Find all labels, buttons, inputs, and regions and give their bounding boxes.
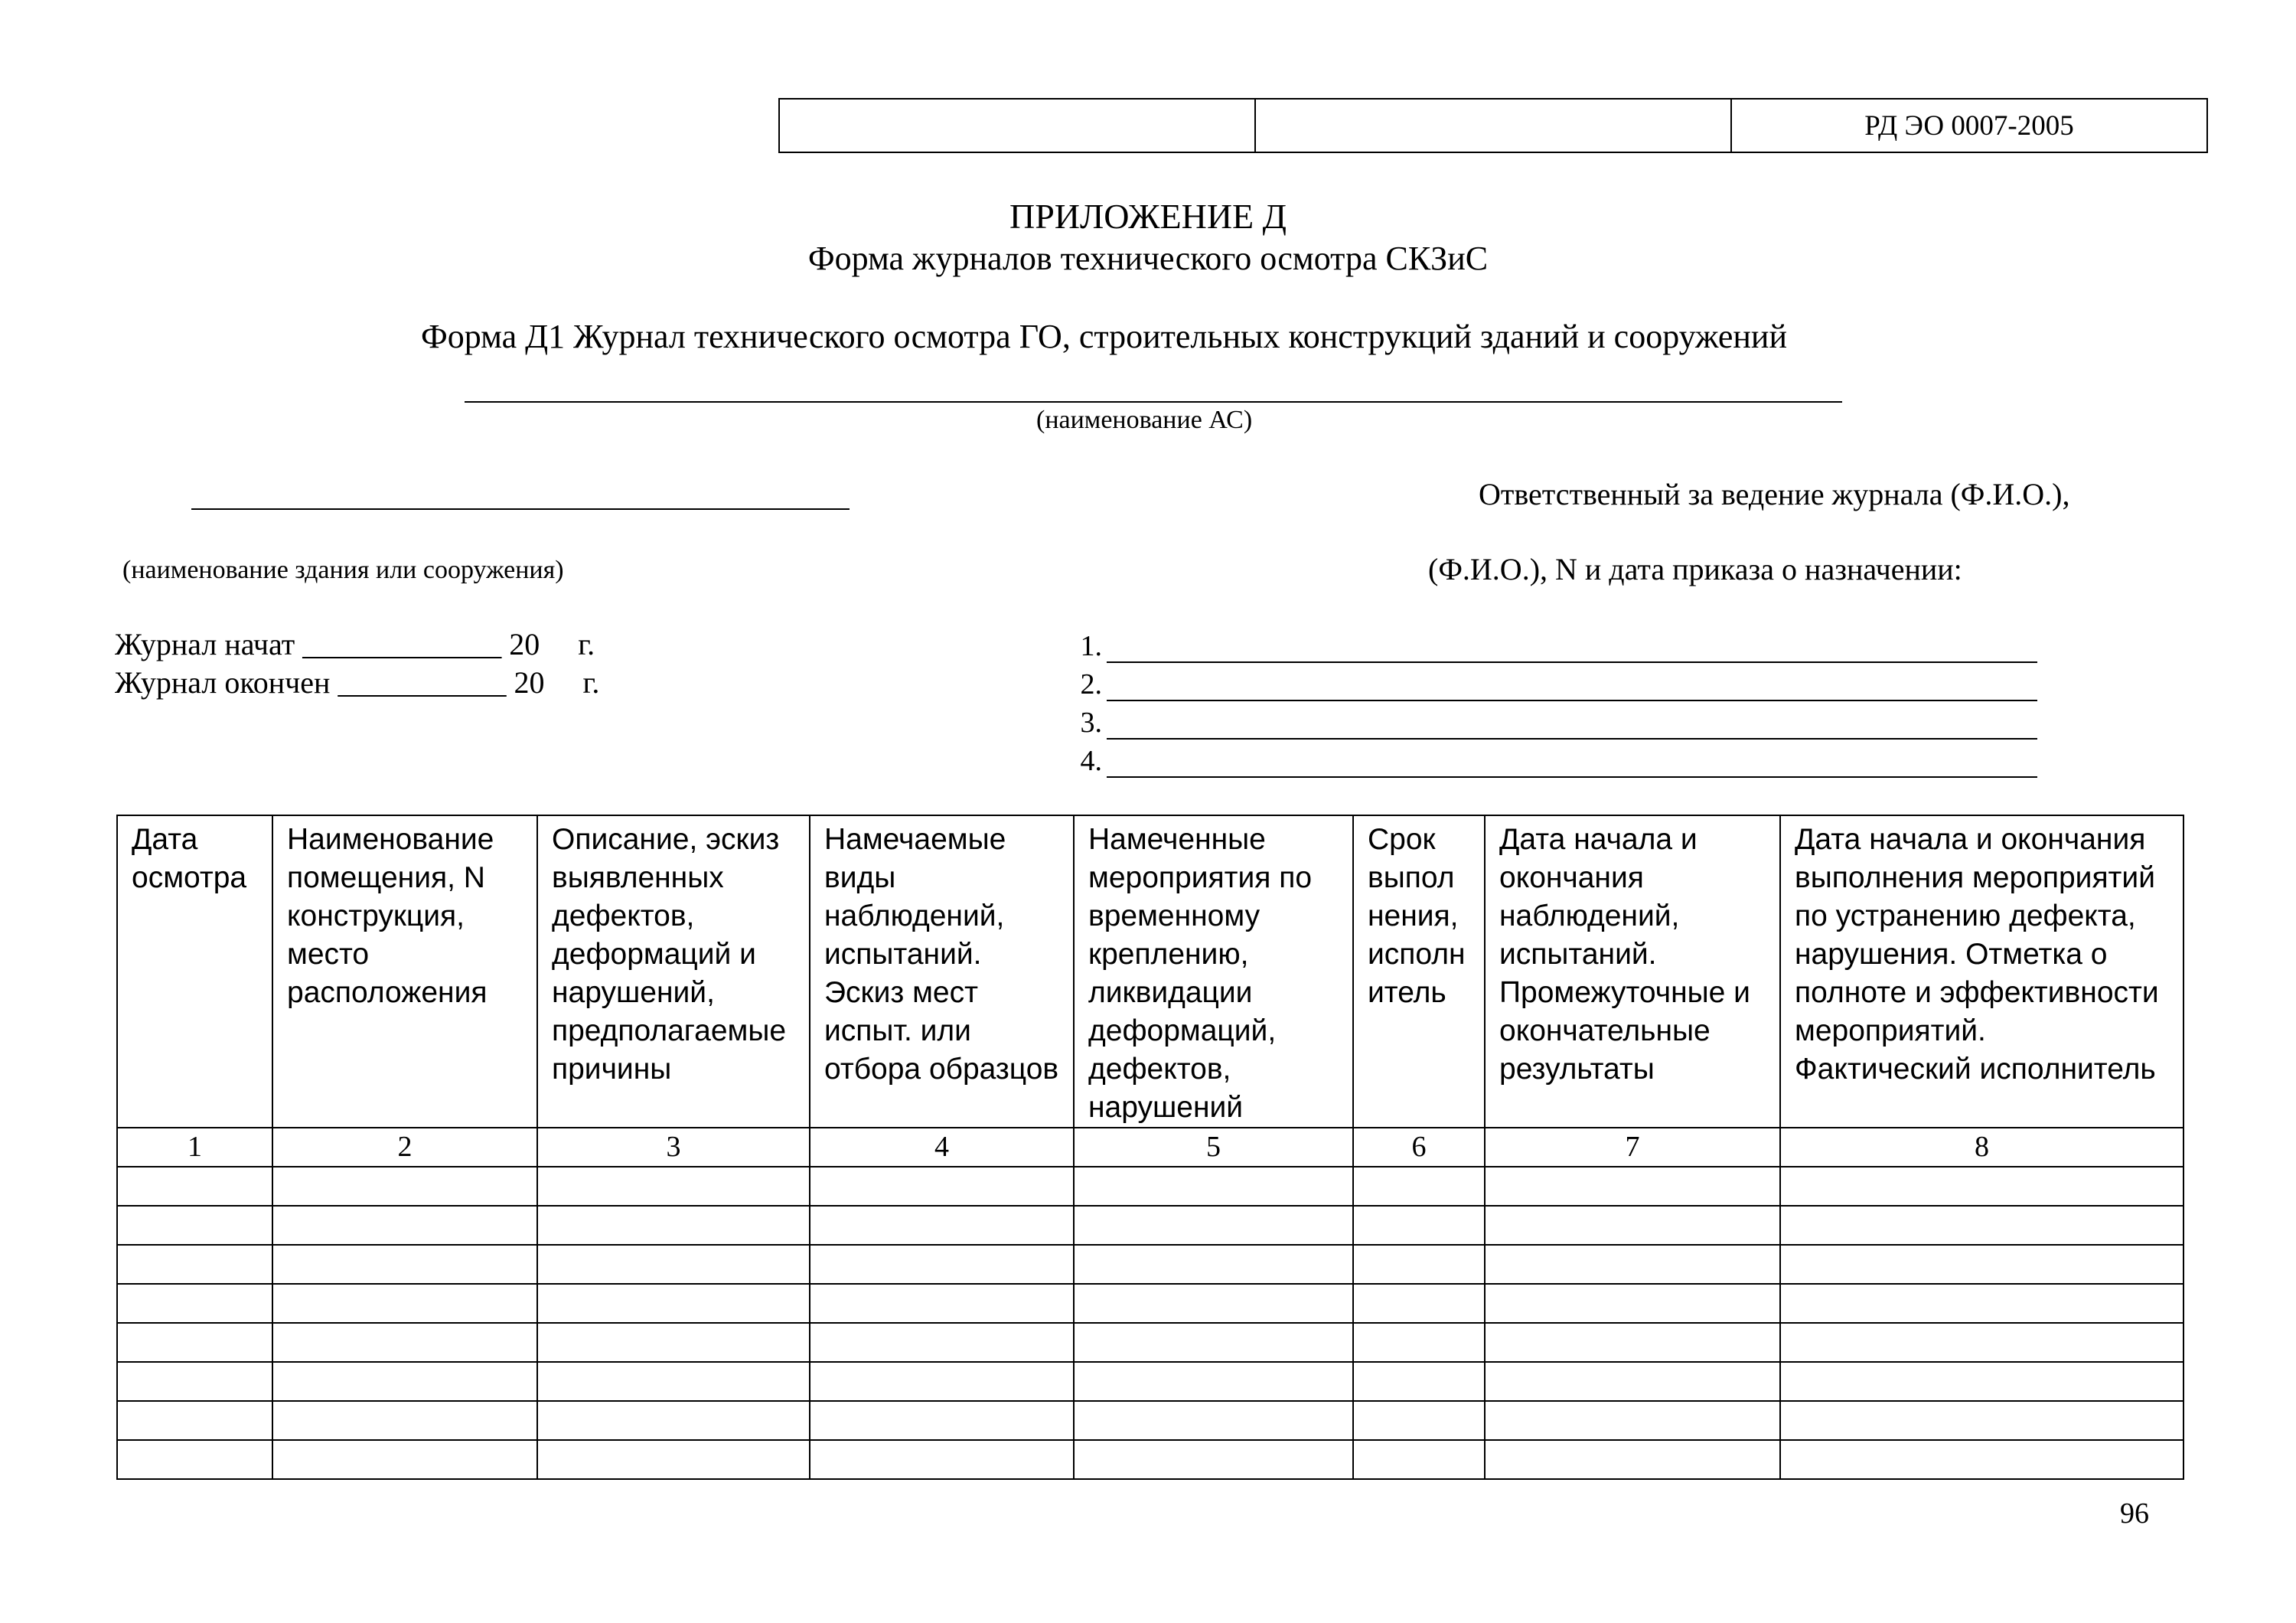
table-cell[interactable] (537, 1401, 810, 1440)
table-row (117, 1401, 2183, 1440)
column-header-completion: Дата начала и окончания выполнения мероприятий по устранению дефекта, нарушения. Отметка о полноте и эффективности мероприятий. Фактический исполнитель (1780, 815, 2183, 1128)
table-cell[interactable] (1353, 1167, 1485, 1206)
table-cell[interactable] (272, 1284, 537, 1323)
table-cell[interactable] (1353, 1323, 1485, 1362)
as-name-line[interactable] (465, 401, 1842, 403)
table-cell[interactable] (1780, 1323, 2183, 1362)
column-header-defects: Описание, эскиз выявленных дефектов, деформаций и нарушений, предполагаемые причины (537, 815, 810, 1128)
table-cell[interactable] (537, 1245, 810, 1284)
table-cell[interactable] (1485, 1245, 1780, 1284)
table-cell[interactable] (1485, 1440, 1780, 1479)
table-cell[interactable] (1353, 1284, 1485, 1323)
table-cell[interactable] (537, 1284, 810, 1323)
table-cell[interactable] (1485, 1284, 1780, 1323)
table-cell[interactable] (1485, 1362, 1780, 1401)
table-cell[interactable] (1780, 1245, 2183, 1284)
table-row (117, 1245, 2183, 1284)
column-number: 6 (1353, 1128, 1485, 1167)
line-number: 1. (1080, 630, 1102, 662)
table-cell[interactable] (1074, 1440, 1353, 1479)
column-number: 5 (1074, 1128, 1353, 1167)
table-body (117, 1167, 2183, 1479)
table-cell[interactable] (117, 1206, 272, 1245)
responsible-line-2[interactable] (1065, 663, 2037, 701)
table-cell[interactable] (272, 1206, 537, 1245)
table-cell[interactable] (1780, 1440, 2183, 1479)
table-cell[interactable] (1485, 1323, 1780, 1362)
responsible-line-1[interactable] (1065, 625, 2037, 663)
building-name-line[interactable] (191, 508, 850, 510)
table-cell[interactable] (1485, 1401, 1780, 1440)
table-cell[interactable] (537, 1323, 810, 1362)
entry-line[interactable] (1107, 638, 2037, 663)
table-cell[interactable] (1780, 1362, 2183, 1401)
line-number: 4. (1080, 745, 1102, 777)
table-cell[interactable] (810, 1401, 1074, 1440)
table-cell[interactable] (117, 1401, 272, 1440)
table-cell[interactable] (537, 1440, 810, 1479)
table-cell[interactable] (810, 1167, 1074, 1206)
table-cell[interactable] (117, 1362, 272, 1401)
order-label: (Ф.И.О.), N и дата приказа о назначении: (1428, 552, 1962, 586)
journal-finished: Журнал окончен ___________ 20 г. (115, 665, 600, 700)
table-cell[interactable] (810, 1362, 1074, 1401)
entry-line[interactable] (1107, 677, 2037, 701)
table-cell[interactable] (1353, 1401, 1485, 1440)
table-header-row (117, 815, 2183, 1128)
table-cell[interactable] (537, 1167, 810, 1206)
table-cell[interactable] (117, 1323, 272, 1362)
table-cell[interactable] (1780, 1167, 2183, 1206)
column-header-observations: Дата начала и окончания наблюдений, испытаний. Промежуточные и окончательные результаты (1485, 815, 1780, 1128)
column-header-room: Наименование помещения, N конструкция, место расположения (272, 815, 537, 1128)
table-cell[interactable] (1780, 1284, 2183, 1323)
table-cell[interactable] (272, 1440, 537, 1479)
entry-line[interactable] (1107, 753, 2037, 778)
line-number: 3. (1080, 707, 1102, 739)
table-cell[interactable] (1353, 1245, 1485, 1284)
table-cell[interactable] (1485, 1167, 1780, 1206)
document-code: РД ЭО 0007-2005 (1864, 109, 2074, 142)
column-number: 8 (1780, 1128, 2183, 1167)
table-cell[interactable] (1074, 1284, 1353, 1323)
table-cell[interactable] (117, 1167, 272, 1206)
table-cell[interactable] (810, 1284, 1074, 1323)
table-cell[interactable] (117, 1245, 272, 1284)
column-number: 1 (117, 1128, 272, 1167)
table-cell[interactable] (1074, 1167, 1353, 1206)
column-number: 4 (810, 1128, 1074, 1167)
column-header-tests: Намечаемые виды наблюдений, испытаний. Эскиз мест испыт. или отбора образцов (810, 815, 1074, 1128)
responsible-label: Ответственный за ведение журнала (Ф.И.О.), (1479, 477, 2070, 511)
reference-cell-2 (1256, 100, 1732, 152)
column-header-measures: Намеченные мероприятия по временному креплению, ликвидации деформаций, дефектов, нарушений (1074, 815, 1353, 1128)
journal-started: Журнал начат _____________ 20 г. (115, 627, 595, 661)
appendix-subtitle: Форма журналов технического осмотра СКЗиС (807, 240, 1489, 277)
table-row (117, 1440, 2183, 1479)
table-cell[interactable] (1074, 1245, 1353, 1284)
table-cell[interactable] (117, 1440, 272, 1479)
table-cell[interactable] (117, 1284, 272, 1323)
table-cell[interactable] (272, 1323, 537, 1362)
table-cell[interactable] (1485, 1206, 1780, 1245)
table-cell[interactable] (1074, 1362, 1353, 1401)
table-cell[interactable] (272, 1245, 537, 1284)
document-reference-box (778, 98, 2208, 153)
line-number: 2. (1080, 668, 1102, 700)
form-title: Форма Д1 Журнал технического осмотра ГО, строительных конструкций зданий и сооружений (421, 318, 1788, 355)
table-cell[interactable] (537, 1362, 810, 1401)
table-cell[interactable] (272, 1167, 537, 1206)
table-row (117, 1362, 2183, 1401)
table-cell[interactable] (1074, 1206, 1353, 1245)
table-cell[interactable] (810, 1245, 1074, 1284)
responsible-line-4[interactable] (1065, 740, 2037, 778)
table-row (117, 1323, 2183, 1362)
column-number: 2 (272, 1128, 537, 1167)
column-number: 3 (537, 1128, 810, 1167)
table-cell[interactable] (810, 1206, 1074, 1245)
table-cell[interactable] (810, 1323, 1074, 1362)
table-cell[interactable] (1780, 1401, 2183, 1440)
table-cell[interactable] (1353, 1206, 1485, 1245)
table-row (117, 1284, 2183, 1323)
table-cell[interactable] (1353, 1362, 1485, 1401)
table-row (117, 1167, 2183, 1206)
table-cell[interactable] (1074, 1323, 1353, 1362)
reference-cell-1 (780, 100, 1256, 152)
table-cell[interactable] (272, 1362, 537, 1401)
inspection-journal-table (116, 815, 2184, 1480)
entry-line[interactable] (1107, 715, 2037, 740)
table-cell[interactable] (272, 1401, 537, 1440)
table-cell[interactable] (537, 1206, 810, 1245)
column-number-row (117, 1128, 2183, 1167)
column-header-date: Дата осмотра (117, 815, 272, 1128)
responsible-line-3[interactable] (1065, 701, 2037, 740)
table-cell[interactable] (1074, 1401, 1353, 1440)
page-number: 96 (2120, 1497, 2149, 1530)
table-cell[interactable] (1353, 1440, 1485, 1479)
as-name-caption: (наименование АС) (1036, 406, 1253, 434)
table-cell[interactable] (810, 1440, 1074, 1479)
table-row (117, 1206, 2183, 1245)
column-header-deadline: Срок выпол нения, исполн итель (1353, 815, 1485, 1128)
appendix-title: ПРИЛОЖЕНИЕ Д (1009, 197, 1287, 236)
building-caption: (наименование здания или сооружения) (122, 556, 564, 584)
column-number: 7 (1485, 1128, 1780, 1167)
table-cell[interactable] (1780, 1206, 2183, 1245)
